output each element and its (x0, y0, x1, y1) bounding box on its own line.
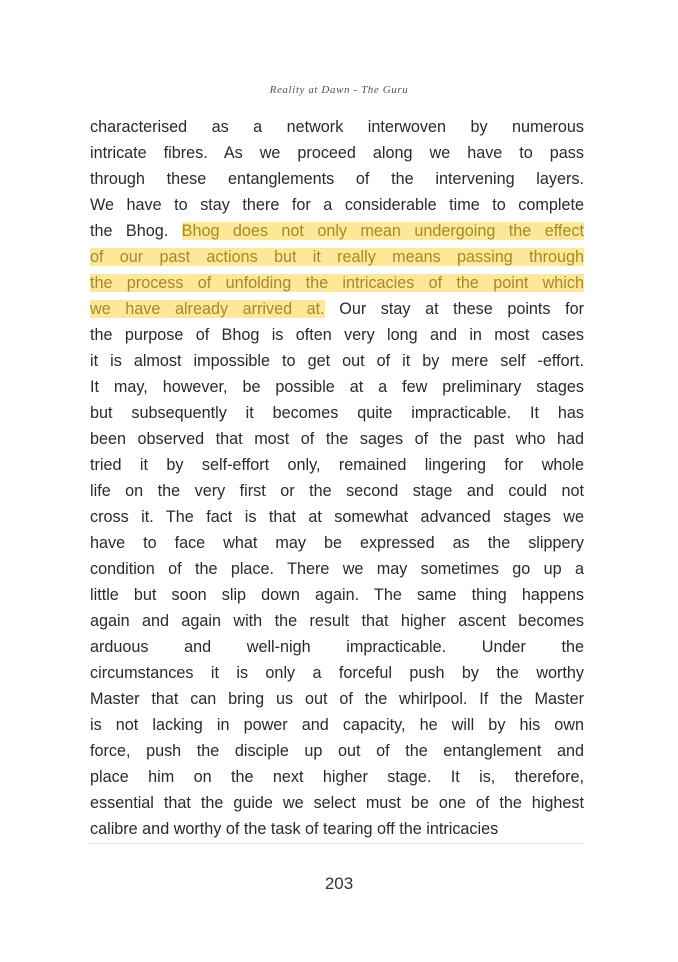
text-line-8-plain: Our stay at these points for (324, 300, 584, 318)
text-line-6 (90, 244, 584, 270)
highlighted-passage: of our past actions but it really means passing through (90, 248, 584, 266)
footer-divider (90, 843, 584, 844)
text-line-24: is not lacking in power and capacity, he will by his own (90, 716, 584, 734)
text-line-14: tried it by self-effort only, remained lingering for whole (90, 456, 584, 474)
text-line-13: been observed that most of the sages of the past who had (90, 430, 584, 448)
text-line-4: We have to stay there for a considerable time to complete (90, 196, 584, 214)
text-line-28: calibre and worthy of the task of tearing off the intricacies (90, 820, 499, 838)
text-line-22: circumstances it is only a forceful push by the worthy (90, 664, 584, 682)
text-line-5 (90, 218, 584, 244)
text-line-27: essential that the guide we select must be one of the highest (90, 794, 584, 812)
highlighted-passage: we have already arrived at. (90, 300, 325, 318)
text-line-26: place him on the next higher stage. It is, therefore, (90, 768, 584, 786)
page-number: 203 (324, 874, 354, 893)
text-line-12: but subsequently it becomes quite impracticable. It has (90, 404, 584, 422)
text-line-20: again and again with the result that higher ascent becomes (90, 612, 584, 630)
text-line-25: force, push the disciple up out of the entanglement and (90, 742, 584, 760)
text-line-15: life on the very first or the second stage and could not (90, 482, 584, 500)
highlighted-passage: Bhog does not only mean undergoing the effect (181, 222, 584, 240)
text-line-11: It may, however, be possible at a few preliminary stages (90, 378, 584, 396)
text-line-18: condition of the place. There we may sometimes go up a (90, 560, 584, 578)
text-line-21: arduous and well-nigh impracticable. Under the (90, 638, 584, 656)
text-line-3: through these entanglements of the intervening layers. (90, 170, 584, 188)
running-head: Reality at Dawn - The Guru (269, 84, 409, 96)
text-line-7 (90, 270, 584, 296)
text-line-8 (90, 296, 584, 322)
text-line-5-plain: the Bhog. (90, 222, 182, 240)
text-line-19: little but soon slip down again. The same thing happens (90, 586, 584, 604)
text-line-10: it is almost impossible to get out of it by mere self -effort. (90, 352, 584, 370)
text-line-1: characterised as a network interwoven by numerous (90, 118, 584, 136)
text-line-17: have to face what may be expressed as the slippery (90, 534, 584, 552)
text-line-16: cross it. The fact is that at somewhat advanced stages we (90, 508, 584, 526)
text-line-9: the purpose of Bhog is often very long and in most cases (90, 326, 584, 344)
text-line-2: intricate fibres. As we proceed along we have to pass (90, 144, 584, 162)
highlighted-passage: the process of unfolding the intricacies of the point which (90, 274, 584, 292)
text-line-23: Master that can bring us out of the whirlpool. If the Master (90, 690, 584, 708)
body-text (90, 114, 584, 842)
